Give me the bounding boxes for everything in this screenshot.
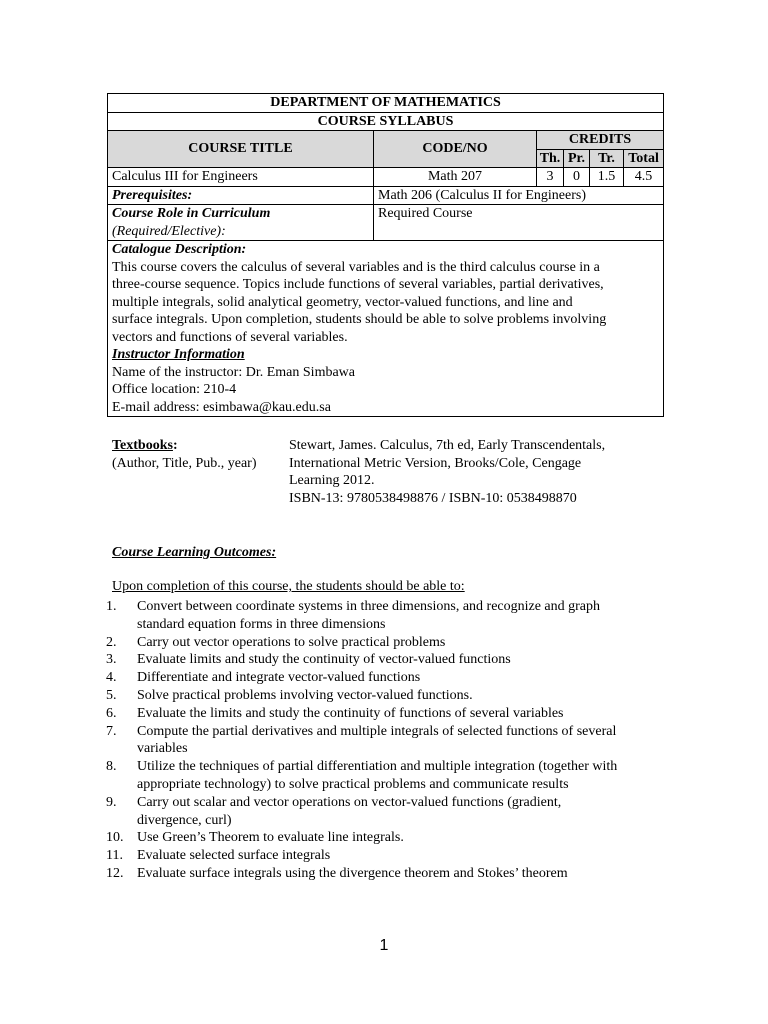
instructor-name: Name of the instructor: Dr. Eman Simbawa (112, 364, 355, 380)
outcome-text: Utilize the techniques of partial differentiation and multiple integration (together with (137, 759, 618, 775)
outcome-text: Evaluate the limits and study the continuity of functions of several variables (137, 705, 564, 721)
instructor-email: E-mail address: esimbawa@kau.edu.sa (112, 399, 331, 415)
catalogue-line: This course covers the calculus of several variables and is the third calculus course in a (112, 259, 600, 275)
outcomes-intro: Upon completion of this course, the students should be able to: (112, 579, 465, 594)
catalogue-line: three-course sequence. Topics include functions of several variables, partial derivatives, (112, 277, 604, 292)
pr-header: Pr. (564, 149, 590, 168)
textbook-reference (289, 437, 649, 508)
outcome-item (106, 865, 666, 883)
prerequisites-value: Math 206 (Calculus II for Engineers) (374, 186, 664, 205)
textbooks-colon: : (172, 438, 178, 453)
outcome-text: Differentiate and integrate vector-valued functions (137, 670, 421, 686)
textbooks-label-block (112, 437, 282, 472)
outcome-text: appropriate technology) to solve practical problems and communicate results (137, 776, 569, 792)
outcome-text: Carry out vector operations to solve practical problems (137, 634, 446, 650)
outcome-item (106, 723, 666, 759)
credits-header: CREDITS (537, 131, 664, 150)
catalogue-cell (108, 241, 664, 417)
outcome-number: 11. (106, 848, 123, 864)
outcome-text: standard equation forms in three dimensions (137, 616, 386, 632)
th-header: Th. (537, 149, 564, 168)
outcome-number: 8. (106, 759, 117, 775)
textbook-line: Learning 2012. (289, 473, 375, 489)
outcome-item (106, 705, 666, 723)
outcome-number: 10. (106, 830, 124, 846)
outcome-text: Use Green’s Theorem to evaluate line integrals. (137, 830, 404, 846)
outcome-item (106, 794, 666, 830)
outcome-number: 6. (106, 705, 117, 721)
course-title-header: COURSE TITLE (108, 131, 374, 168)
outcomes-title: Course Learning Outcomes: (112, 545, 277, 560)
textbook-line: ISBN-13: 9780538498876 / ISBN-10: 0538498870 (289, 491, 577, 507)
outcome-number: 1. (106, 599, 117, 614)
total-value: 4.5 (624, 168, 664, 187)
outcome-text: Compute the partial derivatives and multiple integrals of selected functions of several (137, 723, 617, 739)
th-value: 3 (537, 168, 564, 187)
syllabus-heading: COURSE SYLLABUS (108, 112, 664, 131)
textbooks-label: Textbooks (112, 438, 173, 453)
outcome-item (106, 669, 666, 687)
outcome-number: 4. (106, 670, 117, 686)
course-code-value: Math 207 (374, 168, 537, 187)
outcomes-list (106, 598, 666, 883)
tr-value: 1.5 (590, 168, 624, 187)
course-role-label: Course Role in Curriculum (112, 206, 271, 221)
outcome-text: Evaluate surface integrals using the divergence theorem and Stokes’ theorem (137, 865, 568, 881)
textbooks-sublabel: (Author, Title, Pub., year) (112, 455, 257, 471)
outcome-text: Convert between coordinate systems in three dimensions, and recognize and graph (137, 599, 601, 614)
outcome-text: variables (137, 741, 188, 757)
outcome-number: 7. (106, 723, 117, 739)
syllabus-table (107, 93, 664, 417)
textbook-line: Stewart, James. Calculus, 7th ed, Early Transcendentals, (289, 438, 606, 453)
outcome-item (106, 687, 666, 705)
textbook-line: International Metric Version, Brooks/Cole, Cengage (289, 455, 582, 471)
catalogue-line: vectors and functions of several variables. (112, 329, 348, 345)
outcome-item (106, 758, 666, 794)
outcome-item (106, 651, 666, 669)
outcome-number: 3. (106, 652, 117, 668)
total-header: Total (624, 149, 664, 168)
outcome-text: Solve practical problems involving vector-valued functions. (137, 687, 473, 703)
instructor-office: Office location: 210-4 (112, 382, 237, 397)
prerequisites-label: Prerequisites: (108, 186, 374, 205)
outcome-item (106, 634, 666, 652)
outcome-number: 5. (106, 687, 117, 703)
catalogue-line: multiple integrals, solid analytical geometry, vector-valued functions, and line and (112, 294, 573, 310)
pr-value: 0 (564, 168, 590, 187)
outcome-item (106, 829, 666, 847)
outcome-text: divergence, curl) (137, 812, 232, 828)
outcome-number: 2. (106, 634, 117, 650)
instructor-label: Instructor Information (112, 347, 245, 362)
page-number: 1 (379, 937, 389, 954)
course-role-cell (108, 205, 374, 241)
outcome-number: 9. (106, 794, 117, 810)
outcome-item (106, 598, 666, 634)
tr-header: Tr. (590, 149, 624, 168)
outcome-text: Evaluate limits and study the continuity of vector-valued functions (137, 652, 511, 668)
catalogue-line: surface integrals. Upon completion, students should be able to solve problems involving (112, 312, 607, 327)
code-no-header: CODE/NO (374, 131, 537, 168)
outcome-number: 12. (106, 865, 124, 881)
course-role-sublabel: (Required/Elective): (112, 223, 226, 239)
course-role-value: Required Course (374, 205, 664, 241)
catalogue-label: Catalogue Description: (112, 242, 247, 257)
department-heading: DEPARTMENT OF MATHEMATICS (108, 94, 664, 113)
outcome-text: Carry out scalar and vector operations on vector-valued functions (gradient, (137, 794, 562, 810)
outcome-item (106, 847, 666, 865)
course-title-value: Calculus III for Engineers (108, 168, 374, 187)
outcome-text: Evaluate selected surface integrals (137, 848, 331, 864)
